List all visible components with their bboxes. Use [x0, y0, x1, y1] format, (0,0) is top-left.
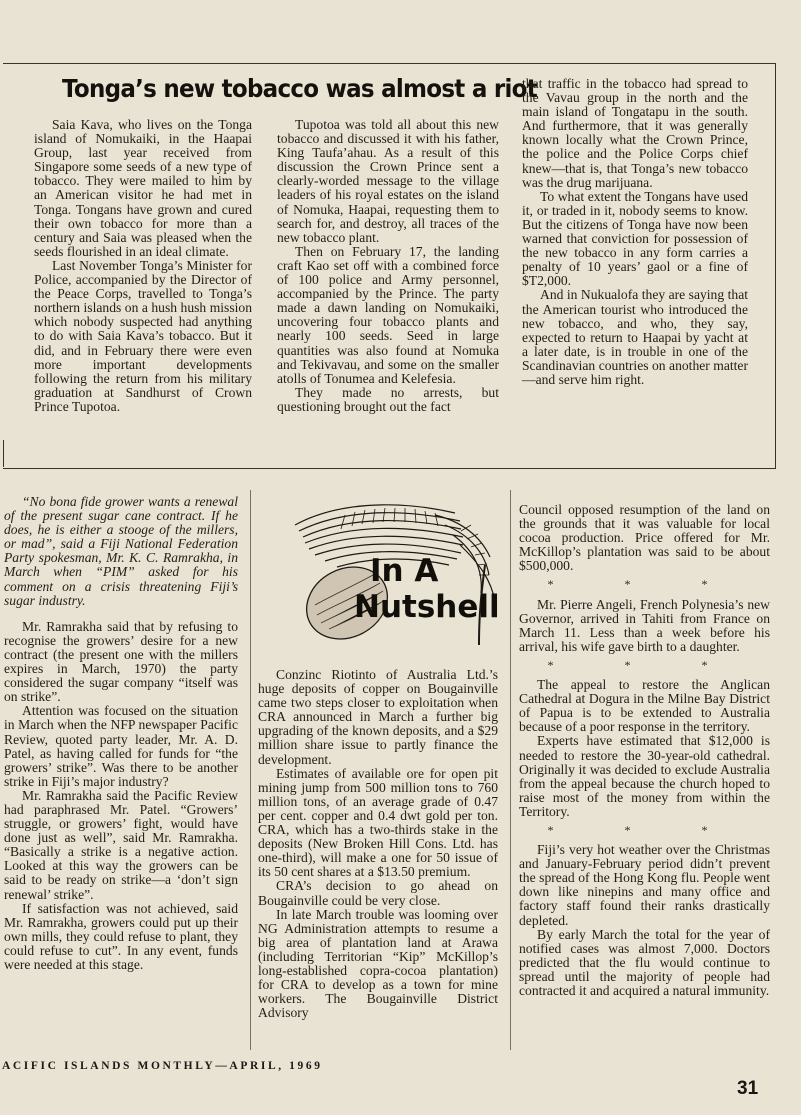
nutshell-paragraph: In late March trouble was looming over NG Administration attempts to resume a big area of plantation land at Arawa (including Territorian “Kip” McKillop’s long-established copra-cocoa plantation) for CRA to develop as a town for mine workers. The Bougainville District Advisory: [258, 906, 498, 1021]
nutshell-heading-line2: Nutshell: [354, 589, 500, 625]
sugar-paragraph: Attention was focused on the situation in March when the NFP newspaper Pacific Review, quoted party leader, Mr. A. D. Patel, as having called for funds for “the growers’ strike”. Was there to be another strike in Fiji’s major industry?: [4, 703, 238, 789]
nutshell-paragraph: Fiji’s very hot weather over the Christmas and January-February period didn’t prevent the spread of the Hong Kong flu. People went down like ninepins and many office and factory staff found their ranks drastically depleted.: [519, 842, 770, 928]
article-paragraph: Saia Kava, who lives on the Tonga island of Nomukaiki, in the Haapai Group, last year received from Singapore some seeds of a new type of tobacco. They were mailed to him by an American visitor he had met in Tonga. Tongans have grown and cured their own tobacco for more than a century and Saia was pleased when the seeds flourished in an ideal climate.: [34, 117, 252, 259]
article-paragraph: They made no arrests, but questioning brought out the fact: [277, 384, 499, 414]
article-title: Tonga’s new tobacco was almost a riot: [62, 74, 537, 103]
sugar-paragraph: If satisfaction was not achieved, said Mr. Ramrakha, growers could put up their own mills, they could refuse to plant, they could refuse to cut”. In any event, funds were needed at this stage.: [4, 900, 238, 972]
sugar-column: [4, 495, 238, 972]
page-number: 31: [737, 1078, 759, 1099]
column-rule: [250, 490, 251, 1050]
item-separator: * * *: [547, 822, 742, 837]
running-footer: ACIFIC ISLANDS MONTHLY—APRIL, 1969: [2, 1060, 323, 1072]
article-paragraph: Then on February 17, the landing craft Kao set off with a combined force of 100 police and Army personnel, accompanied by the Prince. The party made a dawn landing on Nomukaiki, uncovering four tobacco plants and nearly 100 seeds. Seed in large quantities was also found at Nomuka and Tekivavau, and some on the smaller atolls of Tonumea and Kelefesia.: [277, 243, 499, 386]
column-rule: [510, 490, 511, 1050]
nutshell-paragraph: Council opposed resumption of the land on the grounds that it was valuable for local cocoa production. Price offered for Mr. McKillop’s plantation was said to be about $500,000.: [519, 502, 770, 574]
article-paragraph: To what extent the Tongans have used it, or traded in it, nobody seems to know. But the citizens of Tonga have now been warned that conviction for possession of the new tobacco in any form carries a penalty of 10 years’ gaol or a fine of $T2,000.: [522, 188, 748, 289]
article-column-3: [522, 77, 748, 387]
nutshell-column-right: [519, 503, 770, 998]
sugar-paragraph: Mr. Ramrakha said the Pacific Review had paraphrased Mr. Patel. “Growers’ struggle, or growers’ fight, would have done just as well”, said Mr. Ramrakha. “Basically a strike is a negative action. Looked at this way the growers can be said to be ready on strike—a ‘don’t sign renewal’ strike”.: [4, 787, 238, 902]
nutshell-paragraph: By early March the total for the year of notified cases was almost 7,000. Doctors predicted that the flu would continue to spread until the majority of people had contracted it and acquired a natural immunity.: [519, 926, 770, 998]
sugar-paragraph: Mr. Ramrakha said that by refusing to recognise the growers’ desire for a new contract (the present one with the millers expires in March, 1970) the party considered the sugar company “itself was on strike”.: [4, 618, 238, 705]
nutshell-paragraph: Experts have estimated that $12,000 is needed to restore the 30-year-old cathedral. Originally it was decided to exclude Australia from the appeal because the church hoped to raise most of the money from within the Territory.: [519, 733, 770, 819]
article-column-1: [34, 118, 252, 414]
nutshell-paragraph: CRA’s decision to go ahead on Bougainville could be very close.: [258, 878, 498, 908]
article-column-2: [277, 118, 499, 414]
nutshell-paragraph: Mr. Pierre Angeli, French Polynesia’s new Governor, arrived in Tahiti from France on March 11. Less than a week before his arrival, his wife gave birth to a daughter.: [519, 596, 770, 654]
article-paragraph: that traffic in the tobacco had spread to the Vavau group in the north and the main island of Tongatapu in the south. And furthermore, that it was generally known locally what the Crown Prince, the police and the Police Corps chief knew—that is, that Tonga’s new tobacco was the drug marijuana.: [522, 76, 748, 190]
nutshell-paragraph: Conzinc Riotinto of Australia Ltd.’s huge deposits of copper on Bougainville came two steps closer to exploitation when CRA announced in March a further big upgrading of the known deposits, and a $29 million share issue to partly finance the development.: [258, 667, 498, 767]
article-paragraph: And in Nukualofa they are saying that the American tourist who introduced the new tobacco, and who, they say, expected to return to Haapai by yacht at a later date, is in trouble in one of the Scandinavian countries on another matter—and serve him right.: [522, 287, 748, 387]
article-paragraph: Last November Tonga’s Minister for Police, accompanied by the Director of the Peace Corps, travelled to Tonga’s northern islands on a hush hush mission which nobody suspected had anything to do with Saia Kava’s tobacco. But it did, and in February there were even more important developments following the return from his military graduation at Sandhurst of Crown Prince Tupotoa.: [34, 257, 252, 414]
nutshell-paragraph: Estimates of available ore for open pit mining jump from 500 million tons to 760 million tons, of an average grade of 0.47 per cent. copper and 0.4 dwt gold per ton. CRA, which has a two-thirds stake in the deposits (New Broken Hill Cons. Ltd. has one-third), will make a one for 50 issue of its 50 cent shares at a $13.50 premium.: [258, 765, 498, 880]
sugar-intro: “No bona fide grower wants a renewal of the present sugar cane contract. If he does, he is either a stooge of the millers, or mad”, said a Fiji National Federation Party spokesman, Mr. K. C. Ramrakha, in March when “PIM” asked for his comment on a crisis threatening Fiji’s sugar industry.: [4, 494, 238, 608]
article-paragraph: Tupotoa was told all about this new tobacco and discussed it with his father, King Taufa’ahau. As a result of this discussion the Crown Prince sent a clearly-worded message to the village leaders of his royal estates on the island of Nomuka, Haapai, requesting them to search for, and destroy, all traces of the new tobacco plant.: [277, 117, 499, 245]
box-left-rule: [3, 440, 4, 467]
nutshell-paragraph: The appeal to restore the Anglican Cathedral at Dogura in the Milne Bay District of Papua is to be extended to Australia because of a poor response in the territory.: [519, 677, 770, 735]
nutshell-heading-line1: In A: [370, 553, 439, 589]
item-separator: * * *: [547, 577, 742, 592]
item-separator: * * *: [547, 657, 742, 672]
nutshell-heading: [354, 553, 500, 625]
nutshell-column-middle: [258, 668, 498, 1020]
